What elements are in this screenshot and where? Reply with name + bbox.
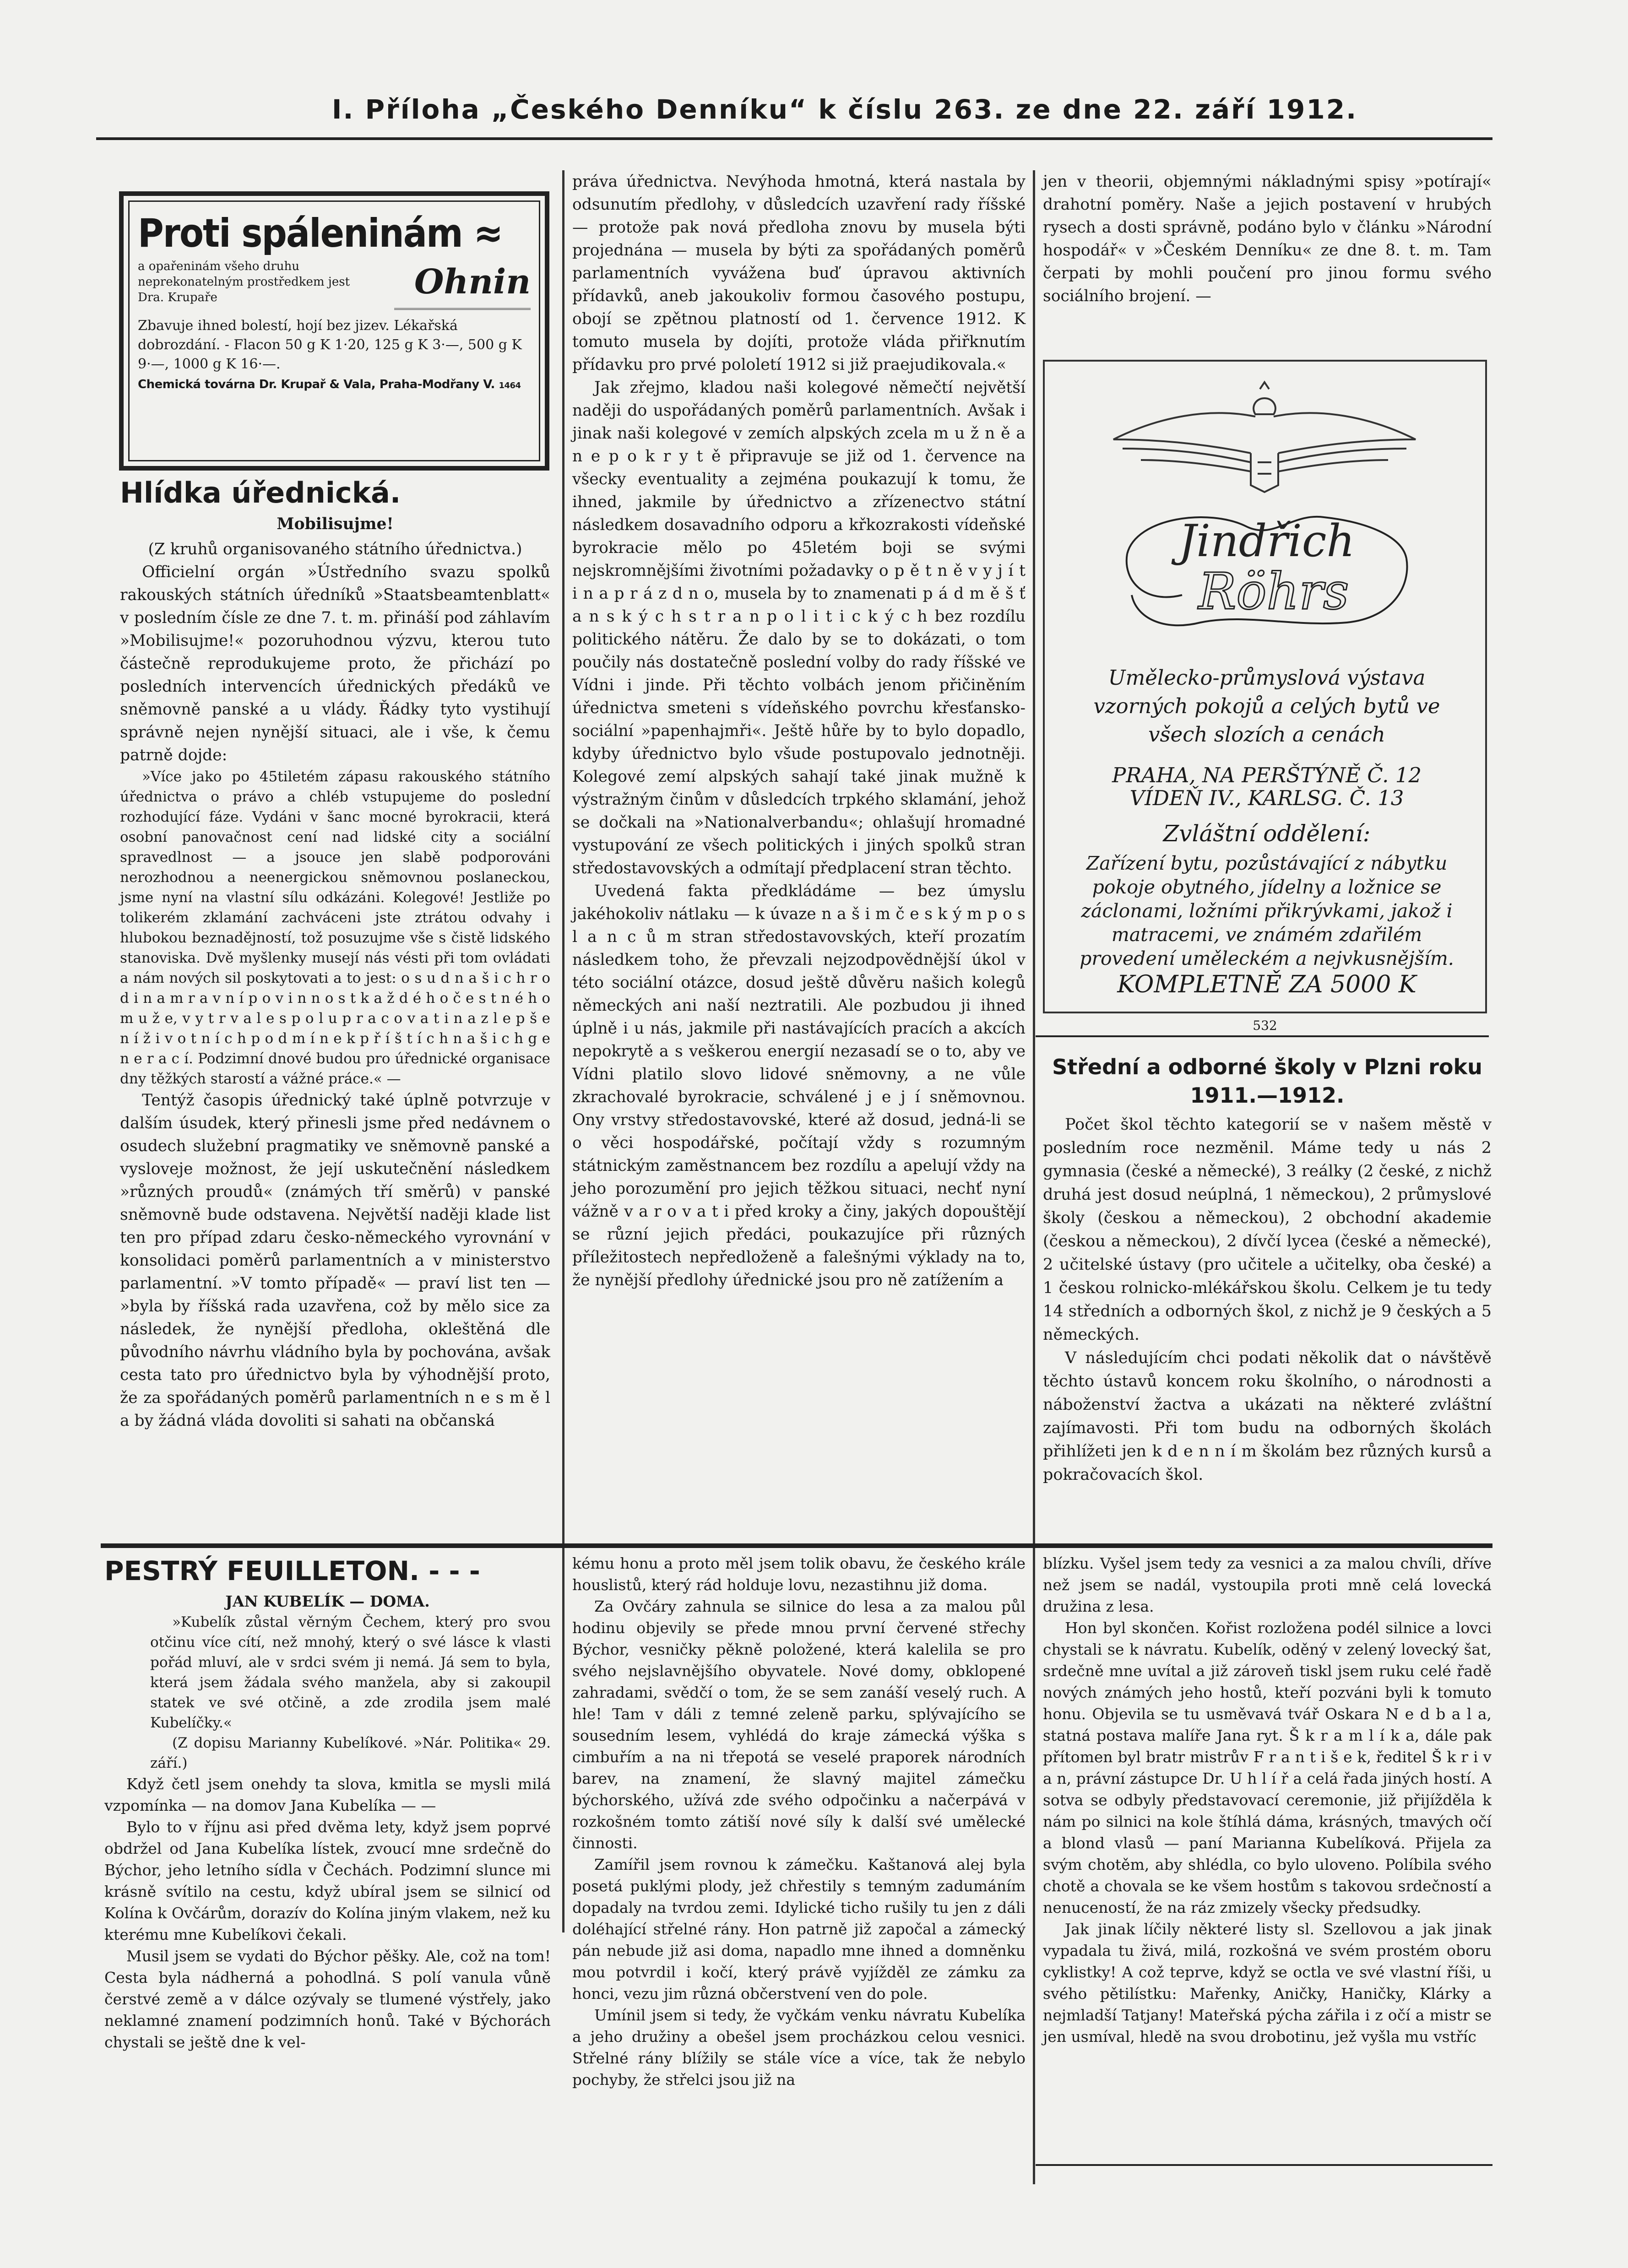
plzen-paragraph: V následujícím chci podati několik dat o návštěvě těchto ústavů koncem roku školního, o národnosti a náboženství žactva a ukázati na některé zvláštní zajímavosti. Při tom budu na odborných školách přihlížeti jen k d e n n í m školám bez různých kursů a pokračovacích škol. [1043,1349,1492,1484]
feuilleton-paragraph: Za Ovčáry zahnula se silnice do lesa a za malou půl hodinu objevily se přede mnou první červené střechy Býchor, vesničky pěkně položené, která kalelila se pro svého nejslavnějšího obyvatele. Nové domy, obklopené zahradami, svědčí o tom, že se sem zanáší veselý ruch. A hle! Tam v dáli z temné zeleně parku, splývajícího se sousedním lesem, vyhlédá do kraje zámecká výška s cimbuřím a na ni třepotá se veselé praporek národních barev, na znamení, že slavný majitel zámečku býchorského, užívá zde svého odpočinku a načerpává v rozkošném tomto zátiší nové síly k další své umělecké činnosti. [572,1597,1026,1852]
rohrs-address2: VÍDEŇ IV., KARLSG. Č. 13 [1129,786,1404,810]
feuilleton-col1 [104,1591,551,2053]
section-rule [1036,1035,1489,1037]
rohrs-surname: Röhrs [1198,562,1349,621]
feuilleton-col2 [572,1553,1026,2090]
ad-firm: Chemická továrna Dr. Krupař & Vala, Praha-Modřany V. 1464 [138,378,521,391]
hlidka-source: (Z kruhů organisovaného státního úřednictva.) [148,540,522,558]
hlidka-paragraph: práva úřednictva. Nevýhoda hmotná, která nastala by odsunutím předlohy, v důsledcích uzavření rady říšské — protože pak nová předloha znovu by musela býti projednána — musela by býti za spořádaných poměrů parlamentních vyvážena buď úpravou aktivních přídavků, aneb jakoukoliv formou časového postupu, obojí se zpětnou platností od 1. července 1912. K tomuto musela by dojíti, protože vláda přiřknutím přídavku pro prvé pololetí 1912 si již praejudikovala.« [572,173,1026,374]
rohrs-code: 532 [1253,1018,1277,1033]
hlidka-quote: »Více jako po 45tiletém zápasu rakouského státního úřednictva o právo a chléb vstupujeme do poslední rozhodující fáze. Vydáni v šanc mocné byrokracii, která osobní panovačnost cení nad lidské city a sociální spravedlnost — a jsouce jen slabě podporováni nerozhodnou a neenergickou sněmovnou poslaneckou, jsme nyní na vlastní sílu odkázáni. Kolegové! Jestliže po tolikerém zklamání zachváceni jste ztrátou odvahy i hlubokou beznadějností, tož posuzujme vše s čistě lidského stanoviska. Dvě myšlenky musejí nás vésti při tom ovládati a nám nových sil poskytovati a to jest: o s u d n a š i c h r o d i n a m r a v n í p o v i n n o s t k a ž d é h o č e s t n é h o m u ž e, v y t r v a l e s p o l u p r a c o v a t i n a z l e p š e n í ž i v o t n í c h p o d m í n e k p ř í š t í c h n a š i c h g e n e r a c í. Podzimní dnové budou pro úřednické organisace dny těžkých starostí a vážné práce.« — [120,769,550,1087]
ad-brand: Ohnin [414,262,531,302]
rohrs-line2: Zařízení bytu, pozůstávající z nábytku pokoje obytného, jídelny a ložnice se záclonami, ložními přikrývkami, jakož i matracemi, ve známém zdařilém provedení uměleckém a nejvkusnějším. [1080,852,1454,969]
feuilleton-paragraph: blízku. Vyšel jsem tedy za vesnici a za malou chvíli, dříve než jsem se nadál, vystoupila proti mně celá lovecká družina z lesa. [1043,1554,1492,1615]
feuilleton-paragraph: kému honu a proto měl jsem tolik obavu, že českého krále houslistů, který rád holduje lovu, nezastihnu již doma. [572,1554,1026,1594]
feuilleton-epigraph: »Kubelík zůstal věrným Čechem, který pro svou otčinu více cítí, než mnohý, který o své lásce k vlasti pořád mluví, ale v srdci svém ji nemá. Já sem to byla, která jsem žádala svého manžela, aby si zakoupil statek ve své otčině, a zde zrodila jsem malé Kubelíčky.« [150,1614,551,1731]
page-header: I. Příloha „Českého Denníku“ k číslu 263. ze dne 22. září 1912. [331,94,1358,125]
feuilleton-paragraph: Umínil jsem si tedy, že vyčkám venku návratu Kubelíka a jeho družiny a obešel jsem procházkou celou vesnici. Střelné rány blížily se stále více a více, tak že nebylo pochyby, že střelci jsou již na [572,2006,1026,2089]
rohrs-dept: Zvláštní oddělení: [1163,820,1371,847]
bottom-rule [1036,2164,1492,2166]
hlidka-paragraph: Uvedená fakta předkládáme — bez úmyslu jakéhokoliv nátlaku — k úvaze n a š i m č e s k ý m p o s l a n c ů m stran středostavovských, kteří prozatím následkem toho, že převzali nejzodpovědnější úkol v této sociální otázce, dosud ještě důvěru našich kolegů německých ani naší neztratili. Ale pozbudou ji ihned úplně i u nás, jakmile při nastávajících pracích a akcích nepokrytě a s veškerou energií nezasadí se o to, aby ve Vídni platilo slovo lidové sněmovny, a ne vůle zkrachovalé byrokracie, schválené j e j í sněmovnou. Ony vrstvy středostavovské, které až dosud, jedná-li se o věci hospodářské, počítají vždy s rozumným státnickým zaměstnancem bez rozdílu a apelují vždy na jeho porozumění pro jejich těžkou situaci, nechť nyní vážně v a r o v a t i před kroky a činy, jakých dopouštějí se různí jejich předáci, poukazujíce při různých příležitostech nepředloženě a falešnými výklady na to, že nynější předlohy úřednické jsou pro ně zatížením a [572,882,1026,1289]
hlidka-paragraph: Jak zřejmo, kladou naši kolegové němečtí největší naději do uspořádaných poměrů parlamentních. Avšak i jinak naši kolegové v zemích alpských zcela m u ž n ě a n e p o k r y t ě připravuje se již od 1. července na všecky eventuality a zejména poukazují k tomu, že ihned, jakmile by úřednictvo a zřízenectvo státní následkem dosavadního odporu a křkozrakosti vídeňské byrokracie mělo po 45letém boji se svými nejskromnějšími životními požadavky o p ě t n ě v y j í t i n a p r á z d n o, musela by to znamenati p á d m ě š ť a n s k ý c h s t r a n p o l i t i c k ý c h bez rozdílu politického nátěru. Že dalo by se to dokázati, o tom poučily nás dostatečně poslední volby do rady říšské ve Vídni i jinde. Při těchto volbách jenom přičiněním úřednictva smeteni s vídeňského povrchu křesťansko-sociální »papenhajmři«. Ještě hůře by to bylo dopadlo, kdyby úřednictvo bylo všude postupovalo jednotněji. Kolegové zemí alpských sahají také jinak mužně k výstražným činům v důsledcích trpkého sklamání, jehož se dočkali na »Nationalverbandu«; ohlašují hromadné vystupování ze všech politických i jiných spolků stran středostavovských a odmítají předplacení stran těchto. [572,379,1026,877]
feuilleton-epigraph-source: (Z dopisu Marianny Kubelíkové. »Nár. Politika« 29. září.) [150,1735,551,1771]
ad-description: a opařeninám všeho druhu neprekonatelným prostředkem jest Dra. Krupaře [138,260,350,304]
feuilleton-paragraph: Když četl jsem onehdy ta slova, kmitla se mysli milá vzpomínka — na domov Jana Kubelíka — — [104,1775,551,1814]
ad-title: Proti spáleninám ≈ [138,211,503,256]
feuilleton-paragraph: Zamířil jsem rovnou k zámečku. Kaštanová alej byla posetá puklými plody, jež chřestily s temným zadumáním dopadaly na tvrdou zemi. Idylické ticho rušily tu jen z dáli doléhající střelné rány. Hon patrně již započal a zámecký pán nebude již asi doma, napadlo mne ihned a domněnku mou potvrdil i kočí, který právě vyjížděl ze zámku za honci, vezu jim různá občerstvení ven do pole. [572,1856,1026,2003]
ad-code: 1464 [499,381,521,390]
column-divider [1033,170,1035,2184]
hlidka-heading: Hlídka úřednická. [120,476,401,509]
feuilleton-title: JAN KUBELÍK — DOMA. [225,1592,430,1610]
rohrs-address1: PRAHA, NA PERŠTÝNĚ Č. 12 [1112,763,1422,787]
plzen-body [1043,1113,1492,1487]
rohrs-advertisement [1043,360,1487,1013]
feuilleton-heading: PESTRÝ FEUILLETON. - - - [104,1555,480,1586]
hlidka-paragraph: Officielní orgán »Ústředního svazu spolků rakouských státních úředníků »Staatsbeamtenblatt« v posledním čísle ze dne 7. t. m. přináší pod záhlavím »Mobilisujme!« pozoruhodnou výzvu, kterou tuto částečně reprodukujeme proto, že přichází po posledních intervencích úřednických předáků ve sněmovně panské a u vlády. Řádky tyto vystihují správně nejen nynější situaci, ale i vše, k čemu patrně dojde: [120,563,550,764]
hlidka-paragraph: jen v theorii, objemnými nákladnými spisy »potírají« drahotní poměry. Naše a jejich postavení v hrubých rysech a dosti správně, podáno bylo v článku »Národní hospodář« v »Českém Denníku« ze dne 8. t. m. Tam čerpati by mohli poučení pro jinou formu svého sociálního brojení. — [1043,173,1492,305]
header-rule [96,137,1492,140]
hlidka-subheading: Mobilisujme! [277,515,394,533]
plzen-heading: Střední a odborné školy v Plzni roku 1911.—1912. [1052,1055,1482,1108]
feuilleton-paragraph: Bylo to v říjnu asi před dvěma lety, když jsem poprvé obdržel od Jana Kubelíka lístek, zvoucí mne srdečně do Býchor, jeho letního sídla v Čechách. Podzimní slunce mi krásně svítilo na cestu, když ubíral jsem se silnicí od Kolína k Ovčárům, dorazív do Kolína jiným vlakem, než ku kterému mne Kubelíkovi čekali. [104,1818,551,1943]
feuilleton-rule [101,1543,1492,1548]
hlidka-col3 [1043,170,1492,308]
rohrs-monogram [1109,499,1425,650]
ohnin-advertisement [119,191,549,471]
rohrs-first-name: Jindřich [1178,515,1355,567]
feuilleton-paragraph: Hon byl skončen. Kořist rozložena podél silnice a lovci chystali se k návratu. Kubelík, oděný v zelený lovecký šat, srdečně mne uvítal a již zároveň tiskl jsem ruku celé řadě nových známých jeho hostů, kteří pozváni byli k tomuto honu. Objevila se tu usměvavá tvář Oskara N e d b a l a, statná postava malíře Jana ryt. Š k r a m l í k a, dále pak přítomen byl bratr mistrův F r a n t i š e k, ředitel Š k r i v a n, právní zástupce Dr. U h l í ř a celá řada jiných hostí. A sotva se odbyly představovací ceremonie, již přijížděla k nám po silnici na kole štíhlá dáma, krásných, tmavých očí a blond vlasů — paní Marianna Kubelíková. Přijela za svým chotěm, aby shlédla, co bylo uloveno. Políbila svého chotě a chovala se ke všem hostům s takovou srdečností a nenuceností, že na ráz zmizely všecky předsudky. [1043,1619,1492,1916]
rohrs-price: KOMPLETNĚ ZA 5000 K [1117,971,1416,998]
column-divider [562,170,564,1932]
feuilleton-paragraph: Jak jinak líčily některé listy sl. Szellovou a jak jinak vypadala tu živá, milá, rozkošná ve svém prostém oboru cyklistky! A což teprve, když se octla ve své vlastní říši, u svého pětilístku: Mařenky, Aničky, Haničky, Klárky a nejmladší Tatjany! Mateřská pýcha zářila i z očí a mistr se jen usmíval, hledě na svou drobotinu, jež vyšla mu vstříc [1043,1920,1492,2046]
eagle-emblem-icon [1104,380,1425,494]
hlidka-col1 [120,538,550,1432]
rohrs-line1: Umělecko-průmyslová výstava vzorných pokojů a celých bytů ve všech slozích a cenách [1093,666,1440,747]
feuilleton-paragraph: Musil jsem se vydati do Býchor pěšky. Ale, což na tom! Cesta byla nádherná a pohodlná. S polí vanula vůně čerstvé země a v dálce ozývaly se tlumené výstřely, jako neklamné znamení podzimních honů. Také v Býchorách chystali se ještě dne k vel- [104,1947,551,2051]
feuilleton-col3 [1043,1553,1492,2047]
hlidka-col2 [572,170,1026,1292]
ad-text: Zbavuje ihned bolestí, hojí bez jizev. Lékařská dobrozdání. - Flacon 50 g K 1·20, 125 g K 3·—, 500 g K 9·—, 1000 g K 16·—. [138,318,522,372]
plzen-paragraph: Počet škol těchto kategorií se v našem městě v posledním roce nezměnil. Máme tedy u nás 2 gymnasia (české a německé), 3 reálky (2 české, z nichž druhá jest dosud neúplná, 1 německou), 2 průmyslové školy (českou a německou), 2 obchodní akademie (českou a německou), 2 dívčí lycea (české a německé), 2 učitelské ústavy (pro učitele a učitelky, oba české) a 1 českou rolnicko-mlékářskou školu. Celkem je tu tedy 14 středních a odborných škol, z nichž je 9 českých a 5 německých. [1043,1115,1492,1344]
hlidka-paragraph: Tentýž časopis úřednický také úplně potvrzuje v dalším úsudek, který přinesli jsme před nedávnem o osudech služební pragmatiky ve sněmovně panské a vysloveje možnost, že její uskutečnění následkem »různých proudů« (známých tří směrů) v panské sněmovně bude odstavena. Největší naději klade list ten pro případ zdaru česko-německého vyrovnání v konsolidaci poměrů parlamentních a v ministerstvo parlamentní. »V tomto případě« — praví list ten — »byla by říšská rada uzavřena, což by mělo sice za následek, že nynější předloha, okleštěná dle původního návrhu vládního byla by pochována, avšak cesta tato pro úřednictvo byla by výhodnější proto, že za spořádaných poměrů parlamentních n e s m ě l a by žádná vláda dovoliti si sahati na občanská [120,1091,550,1430]
